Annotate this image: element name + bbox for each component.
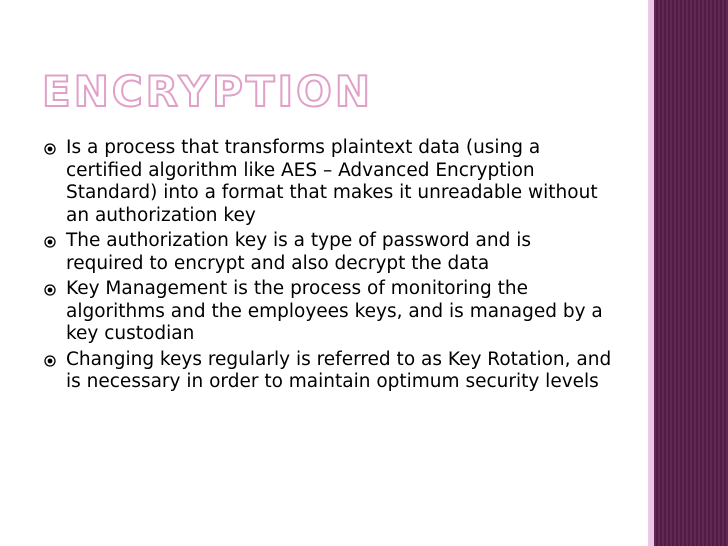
list-item (42, 230, 612, 275)
bullet-list (42, 137, 612, 397)
list-item (42, 349, 612, 394)
bullet-text: Changing keys regularly is referred to as Key Rotation, and is necessary in order to maintain optimum security levels (66, 348, 612, 392)
list-item (42, 278, 612, 346)
slide-title: ENCRYPTION (42, 67, 374, 116)
bullet-text: The authorization key is a type of password and is required to encrypt and also decrypt the data (66, 230, 531, 274)
circled-dot-icon (44, 236, 56, 248)
circled-dot-icon (44, 143, 56, 155)
bullet-text: Key Management is the process of monitoring the algorithms and the employees keys, and is managed by a key custodian (66, 278, 603, 344)
decorative-side-bar (648, 0, 728, 546)
circled-dot-icon (44, 284, 56, 296)
list-item (42, 137, 612, 227)
side-bar-edge (648, 0, 654, 546)
circled-dot-icon (44, 355, 56, 367)
bullet-text: Is a process that transforms plaintext data (using a certified algorithm like AES – Advanced Encryption Standard) into a format that makes it unreadable without an authorization key (66, 137, 598, 226)
